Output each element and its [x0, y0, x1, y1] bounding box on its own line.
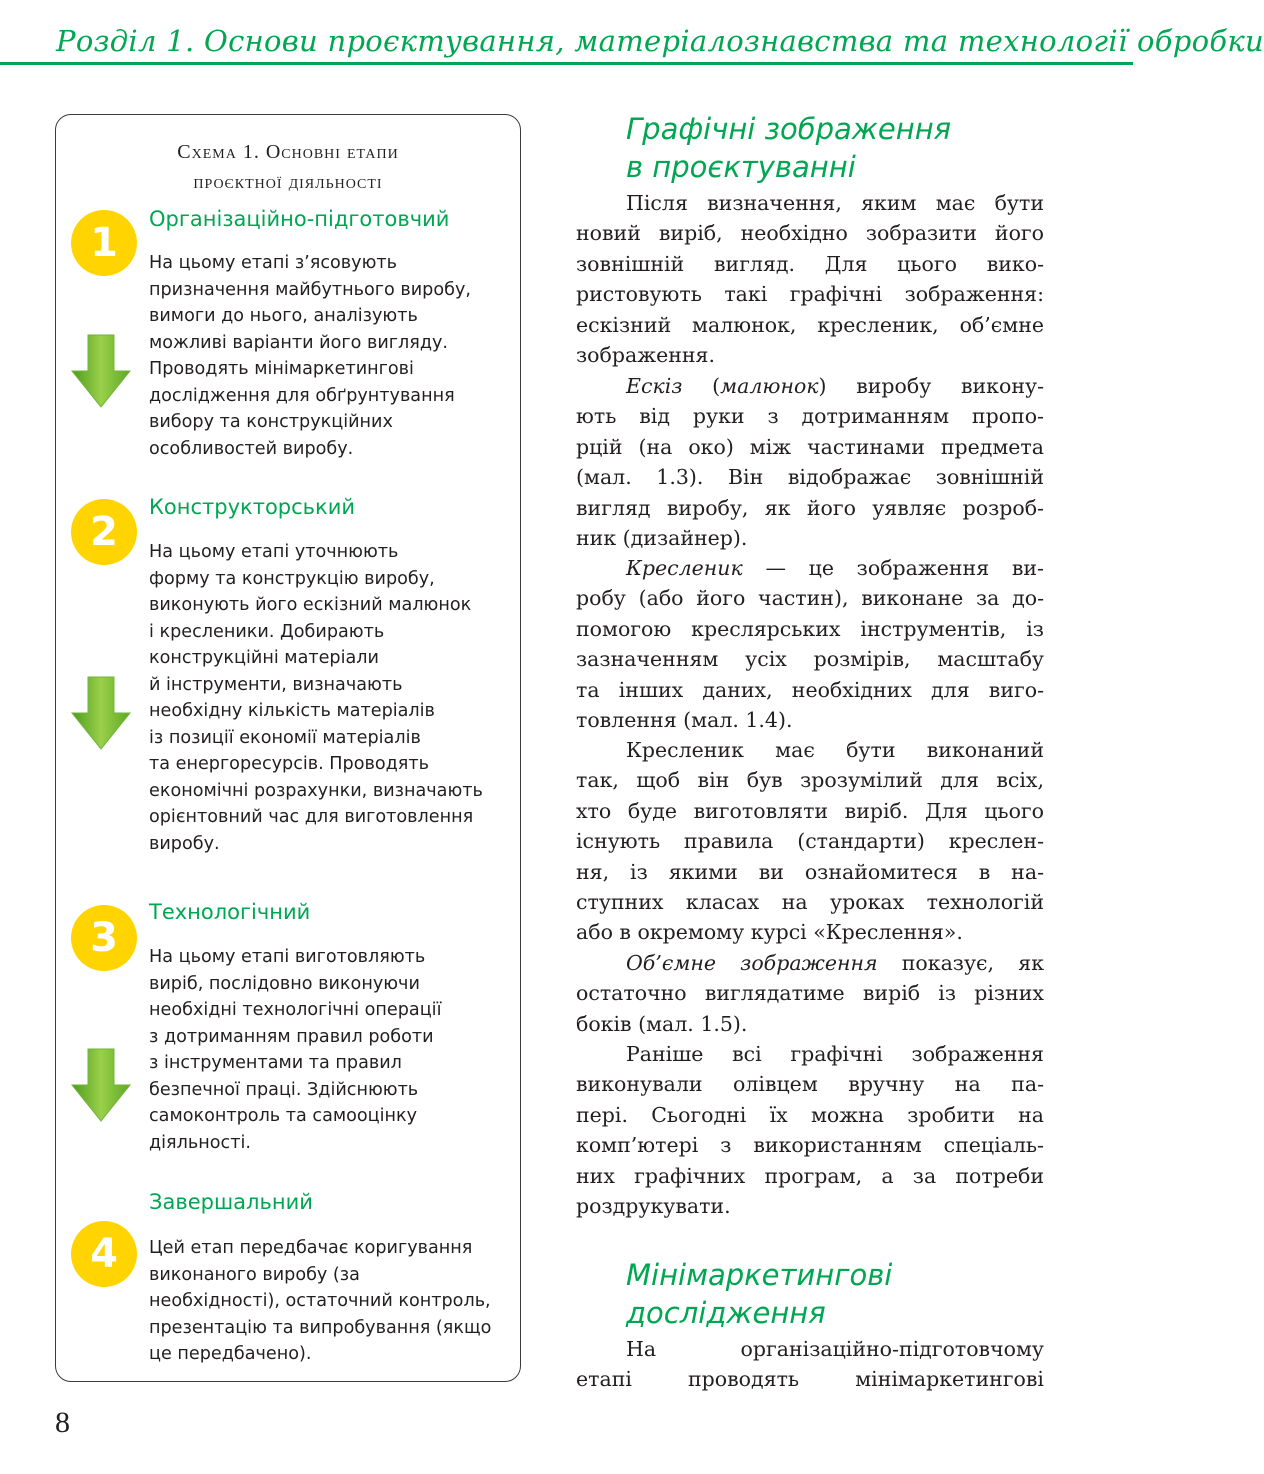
text-line: так, щоб він був зрозумілий для всіх,	[576, 768, 1044, 793]
stage-title: Конструкторський	[149, 495, 356, 519]
heading-line: Мінімаркетингові	[626, 1258, 893, 1292]
down-arrow-icon	[68, 1047, 134, 1123]
text-fragment: ) виробу викону-	[818, 374, 1044, 398]
text-fragment: показує, як	[877, 951, 1045, 975]
stage-number-circle	[71, 905, 137, 971]
stage-number-circle	[71, 499, 137, 565]
text-line: остаточно виглядатиме виріб із різних	[576, 981, 1044, 1006]
text-line: товлення (мал. 1.4).	[576, 708, 793, 733]
paragraph	[576, 1039, 1044, 1221]
header-divider	[0, 62, 1133, 65]
text-line: ступних класах на уроках технологій	[576, 890, 1044, 915]
text-line: ють від руки з дотриманням пропо-	[576, 404, 1044, 429]
section-heading-graphics	[626, 110, 1086, 186]
text-line: етапі проводять мінімаркетингові	[576, 1367, 1044, 1392]
text-line: них графічних програм, а за потреби	[576, 1163, 1044, 1188]
text-line: виконували олівцем вручну на па-	[576, 1072, 1044, 1097]
scheme-title-line1: Схема 1. Основні етапи	[177, 141, 399, 163]
paragraph	[576, 948, 1044, 1039]
text-line: існують правила (стандарти) креслен-	[576, 829, 1044, 854]
text-line: ня, із якими ви ознайомитеся в на-	[576, 859, 1044, 884]
text-line: зовнішній вигляд. Для цього вико-	[576, 251, 1044, 276]
page-number: 8	[55, 1406, 70, 1439]
stage-title: Завершальний	[149, 1190, 313, 1214]
text-line: пері. Сьогодні їх можна зробити на	[576, 1102, 1044, 1127]
text-line: або в окремому курсі «Креслення».	[576, 920, 963, 945]
paragraph	[576, 553, 1044, 735]
paragraph	[576, 735, 1044, 948]
text-line: зображення.	[576, 343, 715, 368]
text-line: комп’ютері з використанням спеціаль-	[576, 1133, 1044, 1158]
text-line	[576, 371, 1044, 401]
stage-number: 3	[90, 915, 118, 961]
text-line: боків (мал. 1.5).	[576, 1011, 748, 1036]
heading-line: в проєктуванні	[626, 150, 856, 184]
paragraph	[576, 188, 1044, 370]
text-line: Після визначення, яким має бути	[626, 191, 1044, 215]
text-line: ристовують такі графічні зображення:	[576, 282, 1044, 307]
stage-description: На цьому етапі з’ясовують призначення майбутнього виробу, вимоги до нього, аналізують можливі варіанти його вигляду. Проводять мінімаркетингові дослідження для обґрунтування вибору та конструкційних особливостей виробу.	[149, 253, 471, 459]
text-line: хто буде виготовляти виріб. Для цього	[576, 798, 1044, 823]
paragraph	[576, 371, 1044, 553]
stage-title: Організаційно-підготовчий	[149, 207, 450, 231]
heading-line: дослідження	[626, 1296, 826, 1330]
scheme-title-line2: проєктної діяльності	[193, 171, 383, 193]
page-header	[0, 0, 1264, 70]
text-line	[576, 553, 1044, 583]
stage-title: Технологічний	[149, 900, 311, 924]
section-heading-marketing	[626, 1256, 1086, 1332]
term-italic: Об’ємне зображення	[626, 951, 878, 975]
text-line: новий виріб, необхідно зобразити його	[576, 221, 1044, 246]
paragraph	[576, 1334, 1044, 1395]
stage-number-circle	[71, 1221, 137, 1287]
term-italic: малюнок	[720, 374, 819, 398]
text-line: (мал. 1.3). Він відображає зовнішній	[576, 465, 1044, 490]
chapter-title: Розділ 1. Основи проєктування, матеріалознавства та технології обробки	[56, 24, 1264, 58]
text-fragment: (	[682, 374, 721, 398]
term-italic: Кресленик	[626, 556, 743, 580]
stage-number: 4	[90, 1231, 118, 1277]
term-italic: Ескіз	[626, 374, 683, 398]
text-line: вигляд виробу, як його уявляє розроб-	[576, 495, 1044, 520]
text-line: ескізний малюнок, кресленик, об’ємне	[576, 312, 1044, 337]
text-line: роздрукувати.	[576, 1194, 731, 1219]
text-line	[576, 948, 1044, 978]
text-line: помогою креслярських інструментів, із	[576, 616, 1044, 641]
text-line: ник (дизайнер).	[576, 526, 748, 551]
down-arrow-icon	[68, 333, 134, 409]
text-line: зазначенням усіх розмірів, масштабу	[576, 647, 1044, 672]
stage-description: На цьому етапі уточнюють форму та конструкцію виробу, виконують його ескізний малюнок і кресленики. Добирають конструкційні матеріали й інструменти, визначають необхідну кількість матеріалів із позиції економії матеріалів та енергоресурсів. Проводять економічні розрахунки, визначають орієнтовний час для виготовлення виробу.	[149, 542, 483, 854]
scheme-title	[56, 137, 520, 197]
stage-number: 1	[90, 220, 118, 266]
text-line: та інших даних, необхідних для виго-	[576, 677, 1044, 702]
stage-number: 2	[90, 509, 118, 555]
stage-description: На цьому етапі виготовляють виріб, послідовно виконуючи необхідні технологічні операції з дотриманням правил роботи з інструментами та правил безпечної праці. Здійснюють самоконтроль та самооцінку діяльності.	[149, 947, 442, 1153]
text-line: робу (або його частин), виконане за до-	[576, 586, 1044, 611]
text-line: Раніше всі графічні зображення	[626, 1042, 1044, 1066]
text-line: На організаційно-підготовчому	[626, 1337, 1044, 1361]
down-arrow-icon	[68, 675, 134, 751]
stage-number-circle	[71, 210, 137, 276]
stage-description: Цей етап передбачає коригування виконаного виробу (за необхідності), остаточний контроль, презентацію та випробування (якщо це передбачено).	[149, 1238, 492, 1364]
text-line: рцій (на око) між частинами предмета	[576, 434, 1044, 459]
heading-line: Графічні зображення	[626, 112, 952, 146]
scheme-box	[55, 114, 521, 1382]
text-fragment: — це зображення ви-	[742, 556, 1044, 580]
text-line: Кресленик має бути виконаний	[626, 738, 1044, 762]
